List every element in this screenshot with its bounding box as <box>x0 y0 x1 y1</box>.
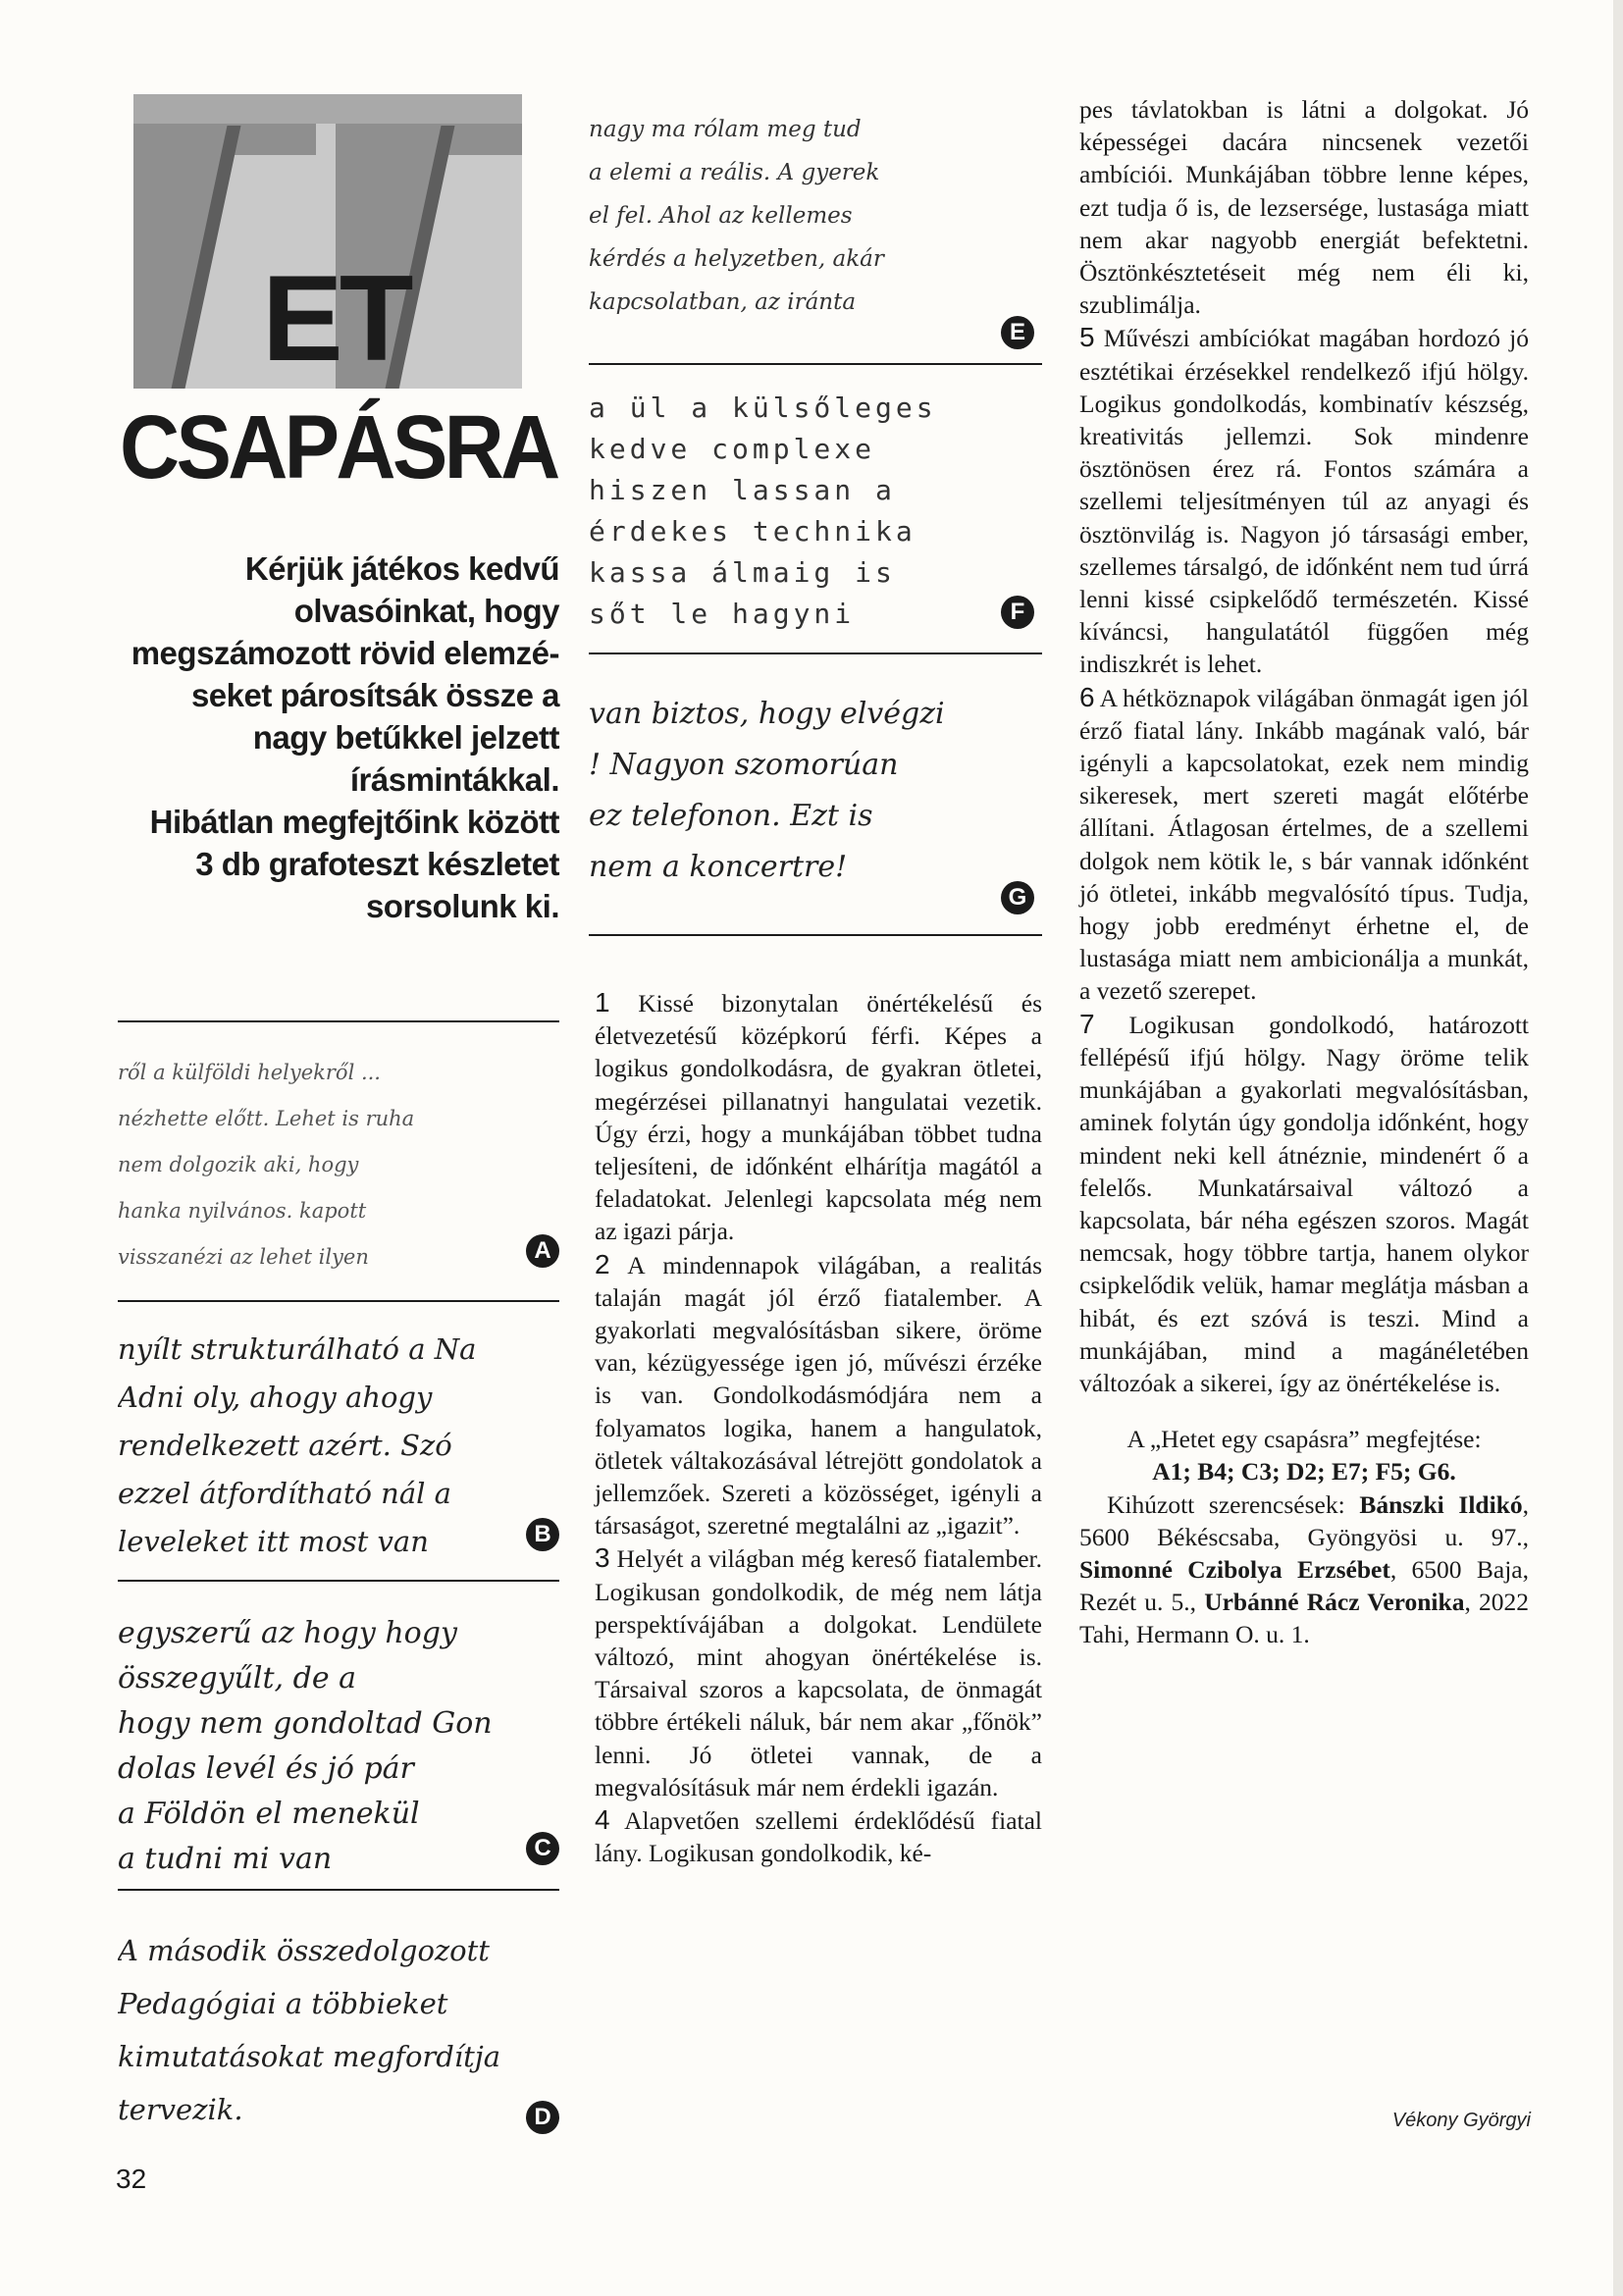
sample-badge: D <box>526 2101 559 2134</box>
handwriting-line: kassa álmaig is <box>589 556 896 589</box>
analysis-text: Kissé bizonytalan önértékelésű és életvezetésű középkorú férfi. Képes a logikus gondolkodásra, de gyakran ötletei, megérzései pillanatnyi hangulatai vezetik. Úgy érzi, hogy a munkájában többet tudna teljesíteni, de időnként elhárítja magától a feladatokat. Jelenlegi kapcsolata még nem az igazi párja. <box>595 989 1042 1246</box>
intro-line: Kérjük játékos kedvű <box>244 550 559 587</box>
handwriting-line: hogy nem gondoltad Gon <box>118 1706 493 1741</box>
handwriting-line: kedve complexe <box>589 433 876 465</box>
handwriting-line: leveleket itt most van <box>118 1525 429 1558</box>
handwriting-line: el fel. Ahol az kellemes <box>589 203 853 229</box>
analysis-paragraph-3 <box>595 1541 1042 1803</box>
analysis-number: 2 <box>595 1248 610 1279</box>
sample-b-text <box>118 1326 559 1566</box>
winner-name: Simonné Czibolya Erzsébet <box>1079 1554 1390 1584</box>
sample-g-text <box>589 689 1042 893</box>
handwriting-line: kérdés a helyzetben, akár <box>589 246 884 272</box>
handwriting-line: összegyűlt, de a <box>118 1661 356 1696</box>
analysis-paragraph-4 <box>595 1803 1042 1869</box>
sample-f-text <box>589 388 1042 635</box>
intro-line: Hibátlan megfejtőink között <box>149 804 559 840</box>
analysis-number: 6 <box>1079 681 1095 712</box>
handwriting-line: érdekes technika <box>589 515 916 548</box>
winners-lead: Kihúzott szerencsések: <box>1107 1489 1360 1519</box>
analysis-paragraph-1 <box>595 986 1042 1248</box>
sample-badge: A <box>526 1234 559 1268</box>
sample-a-text <box>118 1050 559 1280</box>
intro-line: 3 db grafoteszt készletet <box>195 846 559 882</box>
analysis-text: Művészi ambíciókat magában hordozó jó esztétikai érzésekkel rendelkező ifjú hölgy. Logikus gondolkodás, kombinatív készség, kreativitás jellemzi. Sok mindenre ösztönösen érez rá. Fontos számára a szellemi teljesítményen túl az anyagi és ösztönvilág is. Nagyon jó társasági ember, szellemes társalgó, de időnként nem tud úrrá lenni kissé csipkelődő természetén. Kissé kíváncsi, hangulatától függően még indiszkrét is lehet. <box>1079 324 1529 679</box>
analysis-paragraph-7 <box>1079 1008 1529 1399</box>
handwriting-line: kimutatásokat megfordítja <box>118 2040 501 2073</box>
analyses-column-2 <box>595 986 1042 1869</box>
handwriting-line: Pedagógiai a többieket <box>118 1987 448 2020</box>
sample-badge: F <box>1001 596 1034 629</box>
handwriting-line: a Földön el menekül <box>118 1797 420 1831</box>
intro-line: nagy betűkkel jelzett <box>252 719 559 756</box>
analysis-text: Alapvetően szellemi érdeklődésű fiatal lány. Logikusan gondolkodik, ké- <box>595 1806 1042 1868</box>
analyses-column-3 <box>1079 93 1529 1651</box>
analysis-text: A hétköznapok világában önmagát igen jól érző fiatal lány. Inkább magának való, bár igényli a kapcsolatokat, ezek nem mindig sikeresek, mert szereti magát előtérbe állítani. Átlagosan értelmes, de a szellemi dolgok nem kötik le, s bár vannak időnként jó ötletei, inkább megvalósító típus. Tudja, hogy jobb eredményt érhetne el, de lustasága miatt nem ambicionálja a munkát, a vezető szerepet. <box>1079 683 1529 1006</box>
handwriting-line: a elemi a reális. A gyerek <box>589 160 880 185</box>
handwriting-line: ről a külföldi helyekről ... <box>118 1061 381 1084</box>
analysis-paragraph-6 <box>1079 681 1529 1008</box>
winner-address: , 5600 Békéscsaba, Gyöngyösi u. 97., <box>1079 1489 1529 1551</box>
handwriting-line: tervezik. <box>118 2093 243 2126</box>
handwriting-sample-c <box>118 1580 559 1881</box>
handwriting-sample-g <box>589 677 1042 936</box>
logo <box>120 86 557 498</box>
handwriting-line: hanka nyilvános. kapott <box>118 1199 367 1223</box>
intro-line: megszámozott rövid elemzé- <box>131 635 559 671</box>
analysis-text: Helyét a világban még kereső fiatalember. Logikusan gondolkodik, de még nem látja perspektívájában a dolgokat. Lendülete változó, mint ahogyan önértékelése is. Társaival szoros a kapcsolata, de önmagát többre értékeli náluk, bár nem akar „főnök” lenni. Jó ötletei vannak, de a megvalósításuk már nem érdekli igazán. <box>595 1544 1042 1801</box>
sample-badge: E <box>1001 316 1034 349</box>
handwriting-line: a ül a külsőleges <box>589 391 937 424</box>
handwriting-line: nem dolgozik aki, hogy <box>118 1153 359 1176</box>
analysis-text: Logikusan gondolkodó, határozott fellépésű ifjú hölgy. Nagy öröme telik munkájában a gyakorlati megvalósításban, aminek folytán úgy gondolja időnként, hogy mindent neki kell átnéznie, mindenért ő a felelős. Munkatársaival változó a kapcsolata, bár néha egészen szoros. Magát nemcsak, hogy többre tartja, hanem olykor csipkelődik velük, hamar meglátja másban a hibát, és ezt szóvá is teszi. Mind a munkájában, mind a magánéletében változóak a sikerei, így az önértékelése is. <box>1079 1010 1529 1397</box>
analysis-paragraph-4-cont <box>1079 93 1529 321</box>
handwriting-line: rendelkezett azért. Szó <box>118 1429 452 1462</box>
solution-block <box>1079 1423 1529 1487</box>
handwriting-sample-f <box>589 378 1042 654</box>
sample-badge: C <box>526 1832 559 1865</box>
sample-e-text <box>589 108 1042 324</box>
analysis-paragraph-5 <box>1079 321 1529 680</box>
analysis-number: 4 <box>595 1804 610 1836</box>
analysis-text: pes távlatokban is látni a dolgokat. Jó képességei dacára nincsenek vezetői ambíciói. Munkájában többre lenne képes, ezt tudja ő is, de lezsersége, lustasága miatt nem akar nagyobb energiát befektetni. Ösztönkésztetéseit még nem éli ki, szublimálja. <box>1079 95 1529 320</box>
handwriting-sample-a <box>118 1020 559 1282</box>
sample-badge: G <box>1001 881 1034 914</box>
handwriting-line: nagy ma rólam meg tud <box>589 117 862 142</box>
handwriting-sample-e <box>589 88 1042 365</box>
handwriting-line: a tudni mi van <box>118 1842 333 1876</box>
analysis-number: 5 <box>1079 322 1095 353</box>
solution-intro: A „Hetet egy csapásra” megfejtése: <box>1126 1425 1482 1454</box>
solution-answer: A1; B4; C3; D2; E7; F5; G6. <box>1152 1457 1456 1487</box>
intro-line: olvasóinkat, hogy <box>293 593 559 629</box>
sample-c-text <box>118 1611 559 1882</box>
logo-et: ET <box>262 251 410 387</box>
handwriting-line: A második összedolgozott <box>118 1934 490 1967</box>
intro-text <box>108 548 559 927</box>
sample-badge: B <box>526 1518 559 1551</box>
handwriting-line: ez telefonon. Ezt is <box>589 799 873 833</box>
analysis-number: 3 <box>595 1542 610 1574</box>
winner-name: Urbánné Rácz Veronika <box>1204 1588 1465 1617</box>
analysis-number: 7 <box>1079 1008 1095 1039</box>
intro-line: sorsolunk ki. <box>365 888 559 924</box>
handwriting-line: van biztos, hogy elvégzi <box>589 697 945 731</box>
analysis-paragraph-2 <box>595 1248 1042 1542</box>
handwriting-line: nézhette előtt. Lehet is ruha <box>118 1107 415 1130</box>
handwriting-line: visszanézi az lehet ilyen <box>118 1245 369 1269</box>
page-edge <box>1613 0 1623 2296</box>
handwriting-line: hiszen lassan a <box>589 474 896 506</box>
handwriting-line: Adni oly, ahogy ahogy <box>118 1381 433 1414</box>
winner-address: , 6500 Baja, Rezét u. 5., <box>1079 1554 1530 1617</box>
winner-address: , 2022 Tahi, Hermann O. u. 1. <box>1079 1588 1530 1649</box>
handwriting-sample-d <box>118 1889 559 2141</box>
handwriting-line: nem a koncertre! <box>589 850 848 884</box>
intro-line: seket párosítsák össze a <box>190 677 559 713</box>
page-number: 32 <box>116 2164 147 2194</box>
handwriting-line: dolas levél és jó pár <box>118 1751 414 1786</box>
handwriting-line: sőt le hagyni <box>589 598 856 630</box>
handwriting-line: ! Nagyon szomorúan <box>589 748 899 782</box>
handwriting-line: ezzel átfordítható nál a <box>118 1477 451 1510</box>
handwriting-line: nyílt strukturálható a Na <box>118 1332 477 1366</box>
analysis-number: 1 <box>595 987 610 1018</box>
sample-d-text <box>118 1924 559 2136</box>
logo-csapasra: CSAPÁSRA <box>120 397 557 497</box>
handwriting-line: egyszerű az hogy hogy <box>118 1616 457 1650</box>
author-signature: Vékony Györgyi <box>1391 2110 1531 2131</box>
handwriting-line: kapcsolatban, az iránta <box>589 289 857 315</box>
winner-name: Bánszki Ildikó <box>1359 1489 1523 1519</box>
handwriting-sample-b <box>118 1300 559 1567</box>
intro-line: írásmintákkal. <box>349 761 559 798</box>
winners-block <box>1079 1488 1529 1651</box>
analysis-text: A mindennapok világában, a realitás talaján magát jól érző fiatalember. A gyakorlati megvalósításban sikere, öröme van, kézügyessége igen jó, művészi érzéke is van. Gondolkodásmódjára nem a folyamatos logika, hanem a hangulatok, ötletek váltakozásával létrejött gondolatok a jellemzőek. Szereti a közösséget, igényli a társaságot, szeretné megtalálni az „igazit”. <box>595 1250 1042 1540</box>
